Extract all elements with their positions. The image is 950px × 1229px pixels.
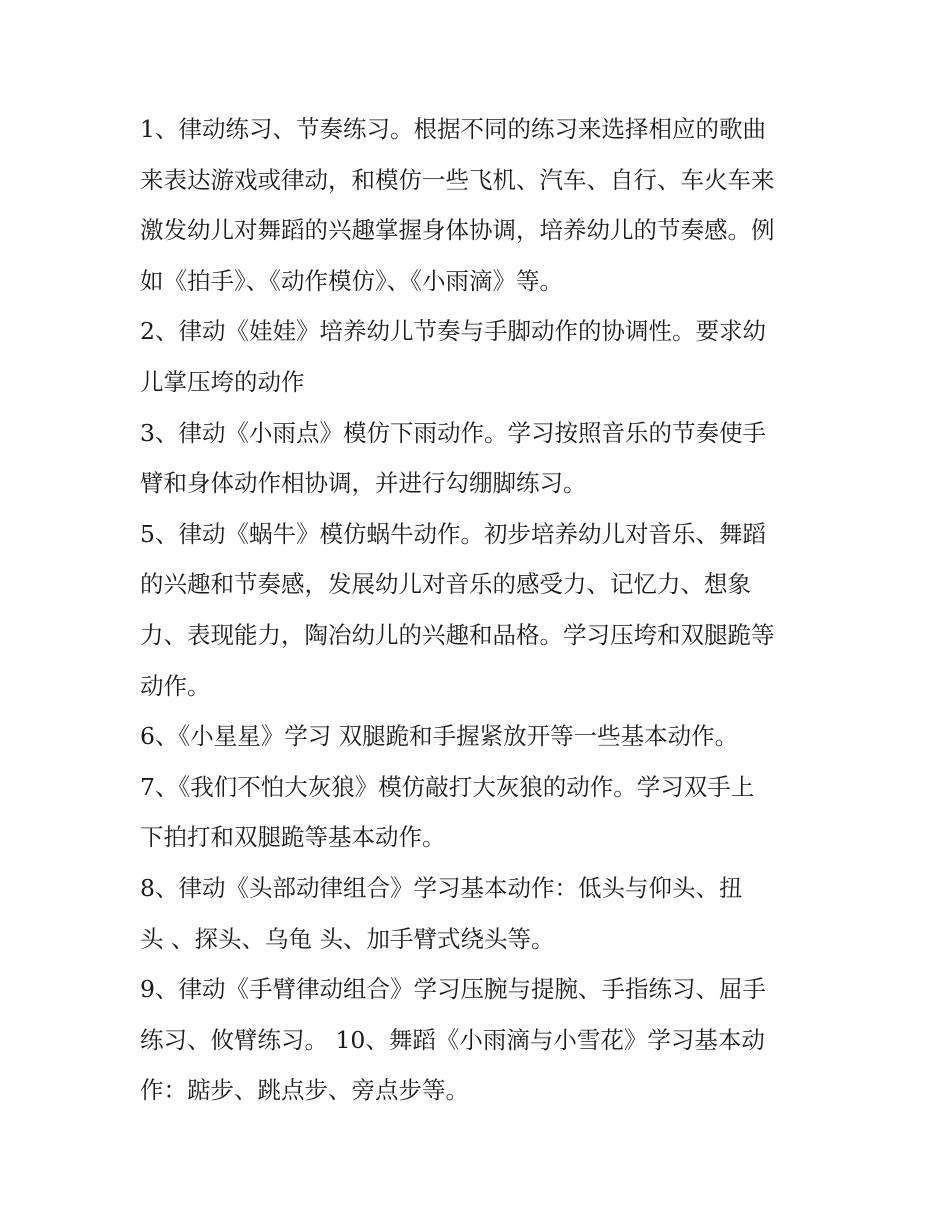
- text-line: 下拍打和双腿跪等基本动作。: [140, 823, 446, 852]
- text-line: 3、律动《小雨点》模仿下雨动作。学习按照音乐的节奏使手: [140, 418, 766, 447]
- text-line: 8、律动《头部动律组合》学习基本动作：低头与仰头、扭: [140, 873, 743, 902]
- text-line: 的兴趣和节奏感，发展幼儿对音乐的感受力、记忆力、想象: [140, 570, 751, 599]
- document-body: [140, 104, 820, 1116]
- text-line: 激发幼儿对舞蹈的兴趣掌握身体协调，培养幼儿的节奏感。例: [140, 216, 775, 245]
- text-line: 儿掌压垮的动作: [140, 367, 305, 396]
- text-line: 头 、探头、乌龟 头、加手臂式绕头等。: [140, 924, 555, 953]
- text-line: 7、《我们不怕大灰狼》模仿敲打大灰狼的动作。学习双手上: [140, 772, 755, 801]
- text-line: 9、律动《手臂律动组合》学习压腕与提腕、手指练习、屈手: [140, 975, 766, 1004]
- text-line: 1、律动练习、节奏练习。根据不同的练习来选择相应的歌曲: [140, 115, 766, 143]
- text-line: 来表达游戏或律动，和模仿一些飞机、汽车、自行、车火车来: [140, 165, 775, 194]
- text-line: 练习、攸臂练习。 10、舞蹈《小雨滴与小雪花》学习基本动: [140, 1025, 765, 1054]
- text-line: 力、表现能力，陶冶幼儿的兴趣和品格。学习压垮和双腿跪等: [140, 620, 775, 649]
- text-line: 臂和身体动作相协调，并进行勾绷脚练习。: [140, 469, 587, 498]
- text-line: 如《拍手》、《动作模仿》、《小雨滴》等。: [140, 266, 563, 295]
- text-line: 2、律动《娃娃》培养幼儿节奏与手脚动作的协调性。要求幼: [140, 317, 766, 346]
- text-line: 5、律动《蜗牛》模仿蜗牛动作。初步培养幼儿对音乐、舞蹈: [140, 519, 766, 548]
- text-line: 动作。: [140, 671, 211, 700]
- text-line: 作：踮步、跳点步、旁点步等。: [140, 1076, 469, 1105]
- text-line: 6、《小星星》学习 双腿跪和手握紧放开等一些基本动作。: [140, 722, 739, 751]
